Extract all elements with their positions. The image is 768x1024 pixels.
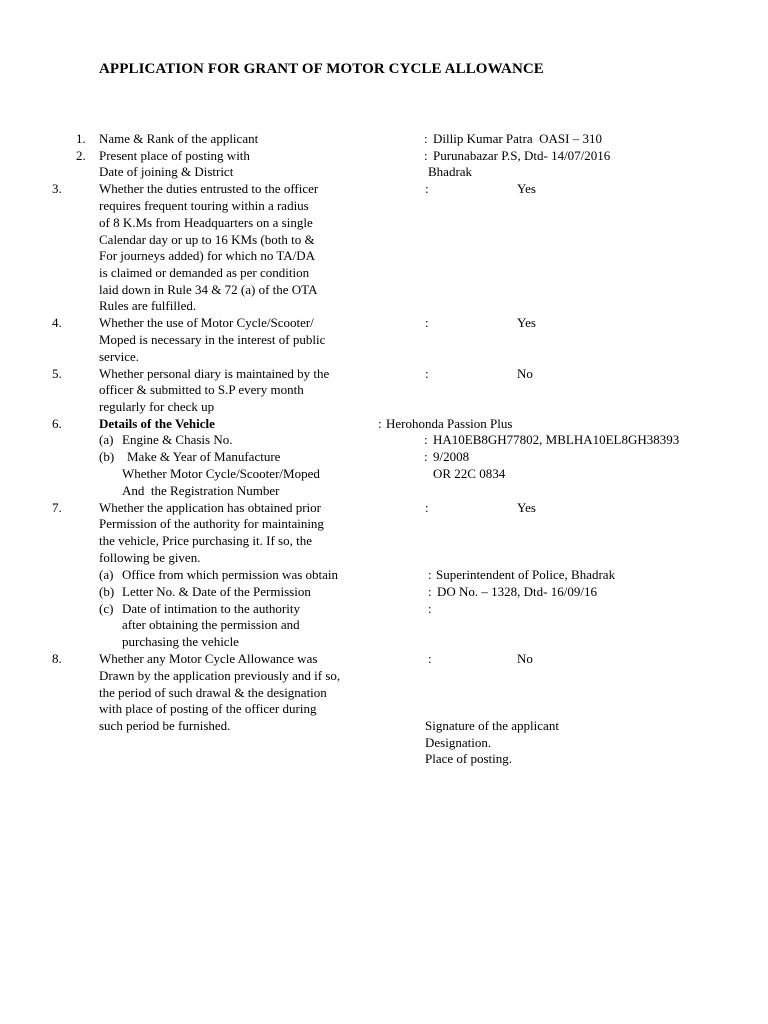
colon: : bbox=[424, 449, 428, 464]
answer-value: Superintendent of Police, Bhadrak bbox=[436, 567, 616, 582]
colon: : bbox=[425, 315, 429, 330]
question-line: Whether any Motor Cycle Allowance was bbox=[99, 651, 318, 666]
question-line: requires frequent touring within a radius bbox=[99, 198, 309, 213]
answer-value: HA10EB8GH77802, MBLHA10EL8GH38393 bbox=[433, 432, 680, 447]
answer-value: DO No. – 1328, Dtd- 16/09/16 bbox=[437, 584, 597, 599]
question-line: Present place of posting with bbox=[99, 148, 250, 163]
sub-item-text: Make & Year of Manufacture bbox=[127, 449, 281, 464]
question-line: officer & submitted to S.P every month bbox=[99, 382, 304, 397]
section-heading: Details of the Vehicle bbox=[99, 416, 215, 431]
sub-item-text: Office from which permission was obtain bbox=[122, 567, 339, 582]
designation-line: Designation. bbox=[425, 735, 492, 750]
question-line: Whether the application has obtained prior bbox=[99, 500, 322, 515]
colon: : bbox=[425, 500, 429, 515]
answer-value: No bbox=[517, 651, 533, 666]
answer-value: Dillip Kumar Patra OASI – 310 bbox=[433, 131, 602, 146]
question-line: Permission of the authority for maintaining bbox=[99, 516, 324, 531]
sub-item-text: after obtaining the permission and bbox=[122, 617, 300, 632]
answer-value: Purunabazar P.S, Dtd- 14/07/2016 bbox=[433, 148, 611, 163]
sub-item-label: (a) bbox=[99, 432, 114, 447]
item-number: 8. bbox=[52, 651, 62, 666]
answer-value: Yes bbox=[517, 315, 536, 330]
question-line: of 8 K.Ms from Headquarters on a single bbox=[99, 215, 313, 230]
question-line: regularly for check up bbox=[99, 399, 215, 414]
colon: : bbox=[425, 366, 429, 381]
sub-item-text: Engine & Chasis No. bbox=[122, 432, 233, 447]
place-of-posting-line: Place of posting. bbox=[425, 751, 513, 766]
question-line: Whether the duties entrusted to the officer bbox=[99, 181, 319, 196]
question-line: Drawn by the application previously and if so, bbox=[99, 668, 341, 683]
item-number: 5. bbox=[52, 366, 62, 381]
question-line: such period be furnished. bbox=[99, 718, 231, 733]
signature-line: Signature of the applicant bbox=[425, 718, 559, 733]
question-line: with place of posting of the officer during bbox=[99, 701, 317, 716]
question-line: Calendar day or up to 16 KMs (both to & bbox=[99, 232, 315, 247]
question-line: Whether the use of Motor Cycle/Scooter/ bbox=[99, 315, 314, 330]
sub-item-label: (c) bbox=[99, 601, 114, 616]
question-line: Moped is necessary in the interest of public bbox=[99, 332, 326, 347]
question-line: service. bbox=[99, 349, 140, 364]
question-line: following be given. bbox=[99, 550, 201, 565]
sub-item-label: (b) bbox=[99, 584, 115, 599]
answer-value: Yes bbox=[517, 500, 536, 515]
document-title: APPLICATION FOR GRANT OF MOTOR CYCLE ALLOWANCE bbox=[99, 61, 544, 77]
sub-item-text: Letter No. & Date of the Permission bbox=[122, 584, 311, 599]
question-line: Name & Rank of the applicant bbox=[99, 131, 259, 146]
item-number: 3. bbox=[52, 181, 62, 196]
item-number: 7. bbox=[52, 500, 62, 515]
colon: : bbox=[428, 651, 432, 666]
colon: : bbox=[424, 131, 428, 146]
answer-value: 9/2008 bbox=[433, 449, 470, 464]
item-number: 4. bbox=[52, 315, 62, 330]
question-line: is claimed or demanded as per condition bbox=[99, 265, 310, 280]
colon: : bbox=[378, 416, 382, 431]
answer-value: No bbox=[517, 366, 533, 381]
question-line: Whether personal diary is maintained by the bbox=[99, 366, 330, 381]
colon: : bbox=[428, 567, 432, 582]
question-line: Date of joining & District bbox=[99, 164, 234, 179]
answer-value: Yes bbox=[517, 181, 536, 196]
colon: : bbox=[425, 181, 429, 196]
question-line: laid down in Rule 34 & 72 (a) of the OTA bbox=[99, 282, 318, 297]
sub-item-text: Date of intimation to the authority bbox=[122, 601, 300, 616]
question-line: For journeys added) for which no TA/DA bbox=[99, 248, 316, 263]
question-line: Rules are fulfilled. bbox=[99, 298, 197, 313]
colon: : bbox=[424, 148, 428, 163]
item-number: 2. bbox=[76, 148, 86, 163]
answer-value: Herohonda Passion Plus bbox=[386, 416, 513, 431]
sub-item-label: (b) bbox=[99, 449, 115, 464]
question-line: the vehicle, Price purchasing it. If so, the bbox=[99, 533, 312, 548]
sub-item-label: (a) bbox=[99, 567, 114, 582]
sub-item-text: purchasing the vehicle bbox=[122, 634, 239, 649]
item-number: 6. bbox=[52, 416, 62, 431]
sub-item-text: And the Registration Number bbox=[122, 483, 280, 498]
answer-value: OR 22C 0834 bbox=[433, 466, 506, 481]
item-number: 1. bbox=[76, 131, 86, 146]
sub-item-text: Whether Motor Cycle/Scooter/Moped bbox=[122, 466, 320, 481]
answer-value: Bhadrak bbox=[428, 164, 473, 179]
colon: : bbox=[428, 601, 432, 616]
colon: : bbox=[424, 432, 428, 447]
colon: : bbox=[428, 584, 432, 599]
question-line: the period of such drawal & the designation bbox=[99, 685, 327, 700]
